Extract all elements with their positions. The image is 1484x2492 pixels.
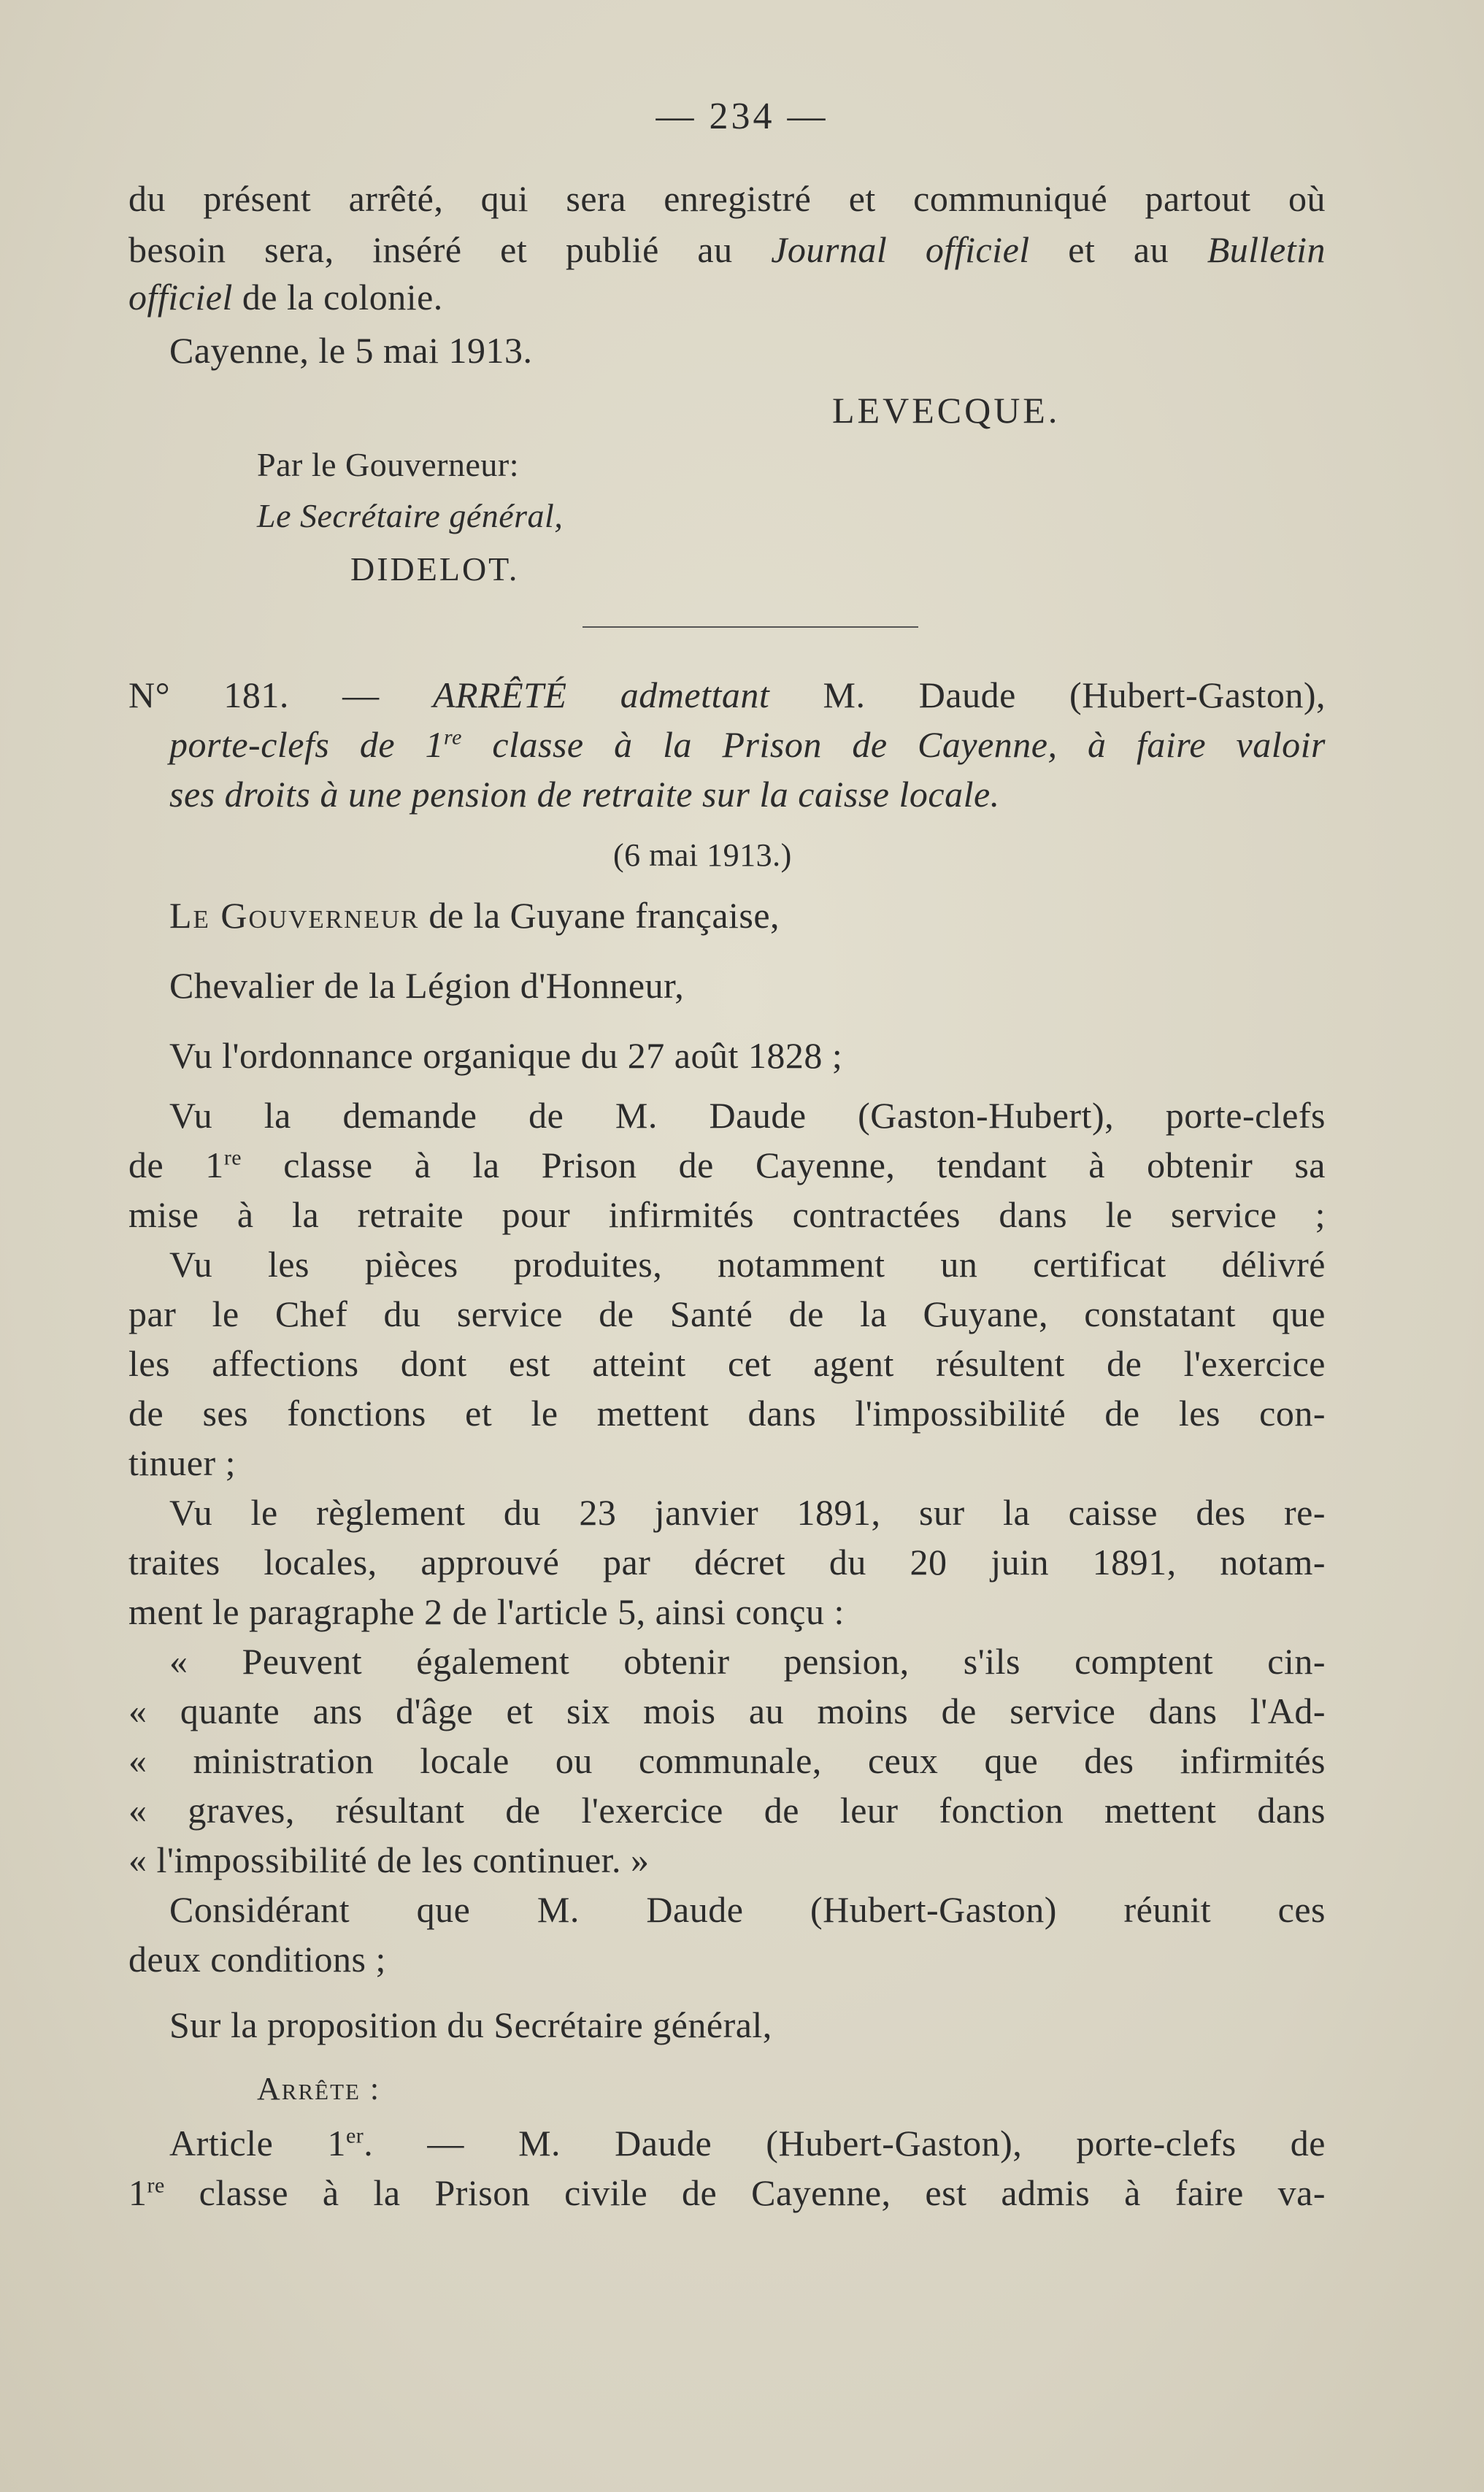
text-line: tinuer ;: [128, 1442, 237, 1483]
quote-line: « l'impossibilité de les continuer. »: [128, 1839, 650, 1880]
superscript: re: [444, 725, 462, 750]
text-span: de 1: [128, 1145, 224, 1185]
by-governor-line: Par le Gouverneur:: [257, 446, 519, 483]
page-number: — 234 —: [656, 96, 828, 137]
arrete-heading: Arrête :: [257, 2071, 381, 2107]
decree-title: ARRÊTÉ admettant: [432, 674, 770, 715]
date-line: Cayenne, le 5 mai 1913.: [169, 330, 533, 371]
text-span: besoin sera, inséré et publié au: [128, 229, 772, 270]
text-line: ment le paragraphe 2 de l'article 5, ainsi conçu :: [128, 1591, 845, 1632]
text-line: par le Chef du service de Santé de la Guyane, constatant que: [128, 1293, 1326, 1334]
text-span: de la colonie.: [232, 277, 443, 318]
section-separator: [583, 626, 918, 628]
text-line: [128, 175, 1326, 222]
decree-heading-line: [169, 721, 1326, 768]
text-span: porte-clefs de 1: [169, 724, 445, 765]
article-line: [169, 2120, 1326, 2166]
signature-governor: LEVECQUE.: [832, 390, 1061, 431]
text-line: [128, 226, 1326, 273]
governor-title: Le Gouverneur: [169, 895, 420, 936]
text-line: les affections dont est atteint cet agent résultent de l'exercice: [128, 1343, 1326, 1384]
text-line: de ses fonctions et le mettent dans l'impossibilité de les con-: [128, 1393, 1326, 1434]
text-line: deux conditions ;: [128, 1939, 386, 1980]
secretary-title: Le Secrétaire général,: [257, 497, 564, 534]
text-span: de la Guyane française,: [419, 895, 780, 936]
text-span: M. Daude (Hubert-Gaston),: [769, 674, 1326, 715]
quote-line: « graves, résultant de l'exercice de leur fonction mettent dans: [128, 1790, 1326, 1831]
superscript: re: [223, 1145, 242, 1170]
text-span: et au: [1029, 229, 1207, 270]
decree-heading-line: ses droits à une pension de retraite sur la caisse locale.: [169, 774, 1000, 815]
bulletin-ref: Bulletin: [1207, 229, 1326, 270]
text-line: [128, 1142, 1326, 1188]
text-span: du présent arrêté, qui sera enregistré et communiqué partout où: [128, 178, 1326, 219]
decree-heading-line: [128, 672, 1326, 718]
superscript: re: [147, 2173, 165, 2198]
quote-line: « Peuvent également obtenir pension, s'ils comptent cin-: [169, 1641, 1326, 1682]
text-line: Vu le règlement du 23 janvier 1891, sur la caisse des re-: [169, 1492, 1326, 1533]
quote-line: « quante ans d'âge et six mois au moins de service dans l'Ad-: [128, 1691, 1326, 1731]
text-line: Sur la proposition du Secrétaire général,: [169, 2004, 772, 2045]
text-span: classe à la Prison de Cayenne, à faire valoir: [461, 724, 1326, 765]
text-line: traites locales, approuvé par décret du 20 juin 1891, notam-: [128, 1542, 1326, 1583]
text-line: Chevalier de la Légion d'Honneur,: [169, 965, 685, 1006]
text-span: 1: [128, 2172, 147, 2213]
journal-officiel-ref: Journal officiel: [771, 229, 1030, 270]
text-line: Vu les pièces produites, notamment un certificat délivré: [169, 1244, 1326, 1285]
decree-number: N° 181. —: [128, 674, 433, 715]
text-line: Vu la demande de M. Daude (Gaston-Hubert), porte-clefs: [169, 1095, 1326, 1136]
text-span: Article 1: [169, 2123, 346, 2164]
superscript: er: [345, 2123, 364, 2148]
text-span: classe à la Prison civile de Cayenne, est admis à faire va-: [164, 2172, 1326, 2213]
text-span: . — M. Daude (Hubert-Gaston), porte-clefs de: [364, 2123, 1326, 2164]
bulletin-ref-cont: officiel: [128, 277, 233, 318]
article-line: [128, 2169, 1326, 2216]
decree-date: (6 mai 1913.): [613, 837, 792, 873]
quote-line: « ministration locale ou communale, ceux que des infirmités: [128, 1740, 1326, 1781]
text-line: Considérant que M. Daude (Hubert-Gaston) réunit ces: [169, 1889, 1326, 1930]
text-line: [128, 274, 443, 320]
text-line: Vu l'ordonnance organique du 27 août 1828 ;: [169, 1035, 843, 1076]
text-line: mise à la retraite pour infirmités contractées dans le service ;: [128, 1194, 1326, 1235]
text-span: classe à la Prison de Cayenne, tendant à obtenir sa: [242, 1145, 1326, 1185]
signature-secretary: DIDELOT.: [350, 550, 520, 588]
text-line: [169, 892, 780, 939]
